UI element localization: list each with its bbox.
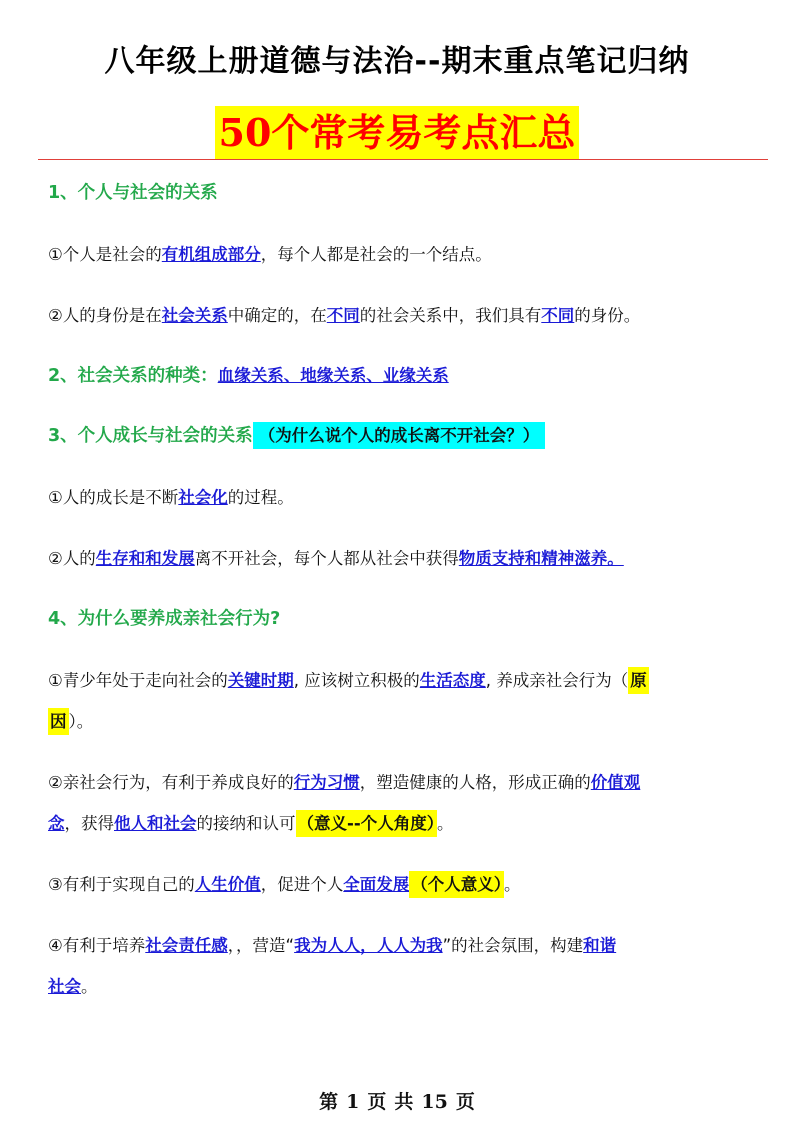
page-number: 1 [346, 1091, 360, 1113]
key-term: 不同 [541, 306, 575, 325]
reason-highlight: 原 [628, 667, 649, 694]
text: ①人的成长是不断 [48, 488, 179, 507]
section-4-heading: 4、为什么要养成亲社会行为? [48, 609, 281, 629]
text: 离不开社会，每个人都从社会中获得 [194, 549, 459, 568]
text: ②人的 [48, 549, 96, 568]
key-term: 有机组成部分 [161, 245, 261, 264]
key-term: 社会化 [178, 488, 228, 507]
section-4-point-4-line-2 [48, 972, 758, 1002]
question-note-highlight: （为什么说个人的成长离不开社会？） [253, 422, 546, 449]
key-term: 行为习惯 [293, 773, 360, 792]
text: 。 [436, 814, 454, 833]
text: 。 [81, 977, 98, 996]
text: ，每个人都是社会的一个结点。 [260, 245, 492, 264]
text: ）。 [68, 712, 94, 731]
key-term: 社会责任感 [145, 936, 228, 955]
key-term: 他人和社会 [114, 814, 197, 833]
total-pages: 15 [421, 1091, 448, 1113]
text: ①青少年处于走向社会的 [48, 671, 228, 690]
text: 的社会关系中，我们具有 [359, 306, 542, 325]
key-term: 和谐 [583, 936, 617, 955]
footer-word: 第 [319, 1091, 339, 1113]
page-footer [0, 1087, 794, 1114]
text: ，促进个人 [260, 875, 344, 894]
section-3-point-2 [48, 544, 758, 574]
text: 的接纳和认可 [196, 814, 296, 833]
section-1-point-2 [48, 301, 758, 331]
key-term: 血缘关系、地缘关系、业缘关系 [217, 366, 449, 385]
document-title: 八年级上册道德与法治--期末重点笔记归纳 [104, 44, 690, 79]
header-divider [38, 159, 768, 160]
text: ③有利于实现自己的 [48, 875, 195, 894]
text: ④有利于培养 [48, 936, 146, 955]
document-subtitle: 50个常考易考点汇总 [215, 106, 580, 160]
section-1-heading: 1、个人与社会的关系 [48, 183, 218, 203]
section-3-heading [48, 421, 758, 451]
key-term: 全面发展 [343, 875, 410, 894]
text: ②人的身份是在 [48, 306, 162, 325]
key-term: 不同 [326, 306, 360, 325]
key-term: 生活态度 [419, 671, 486, 690]
text: ①个人是社会的 [48, 245, 162, 264]
footer-word: 页 [455, 1091, 475, 1113]
text: ，塑造健康的人格，形成正确的 [359, 773, 591, 792]
heading-text: 2、社会关系的种类： [48, 366, 218, 386]
key-term: 物质支持和精神滋养。 [458, 549, 624, 568]
meaning-highlight: （个人意义） [409, 871, 504, 898]
section-4-point-4-line-1 [48, 931, 758, 961]
key-term: 价值观 [590, 773, 641, 792]
heading-text: 3、个人成长与社会的关系 [48, 426, 253, 446]
text: ，，营造“ [227, 936, 295, 955]
section-4-point-1-line-2 [48, 707, 758, 737]
text: , 养成亲社会行为（ [485, 671, 629, 690]
key-term: 社会 [48, 977, 81, 996]
text: 的过程。 [227, 488, 294, 507]
key-term: 生存和和发展 [95, 549, 195, 568]
section-4-point-1-line-1 [48, 666, 758, 696]
text: , 应该树立积极的 [293, 671, 420, 690]
footer-word: 共 [394, 1091, 414, 1113]
text: ，获得 [64, 814, 114, 833]
key-term: 念 [48, 814, 65, 833]
section-4-point-2-line-2 [48, 809, 758, 839]
key-term: 人生价值 [194, 875, 261, 894]
key-term: 社会关系 [161, 306, 228, 325]
text: ②亲社会行为，有利于养成良好的 [48, 773, 294, 792]
text: 。 [504, 875, 521, 894]
section-4-point-3 [48, 870, 758, 900]
key-term: 关键时期 [227, 671, 294, 690]
footer-word: 页 [367, 1091, 387, 1113]
section-1-point-1 [48, 240, 758, 270]
subtitle-banner [0, 106, 794, 160]
meaning-highlight: （意义--个人角度） [296, 810, 437, 837]
text: 的身份。 [574, 306, 641, 325]
reason-highlight: 因 [48, 708, 69, 735]
text: 中确定的，在 [227, 306, 327, 325]
section-2-heading [48, 361, 758, 391]
section-3-point-1 [48, 483, 758, 513]
section-4-point-2-line-1 [48, 768, 758, 798]
text: ”的社会氛围，构建 [442, 936, 584, 955]
key-term: 我为人人，人人为我 [294, 936, 443, 955]
